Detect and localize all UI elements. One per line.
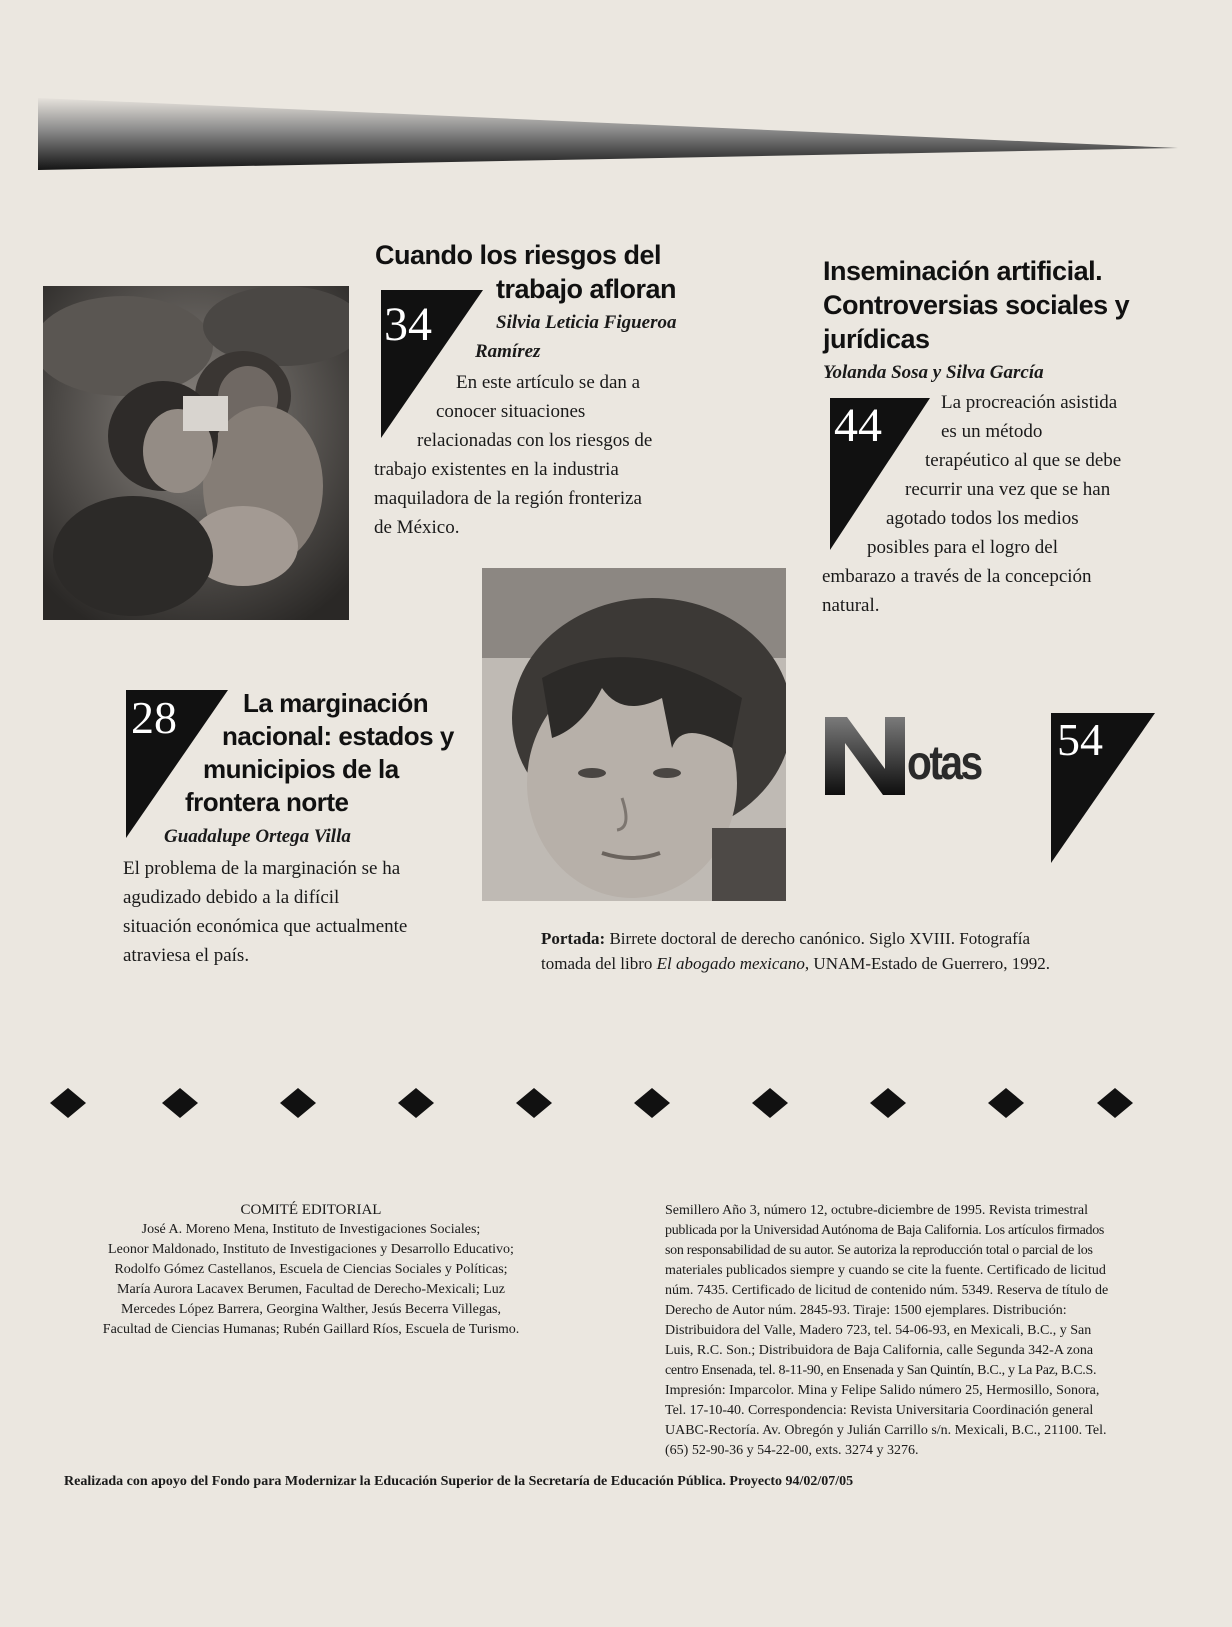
portada-book-title: El abogado mexicano	[656, 954, 805, 973]
comite-heading: COMITÉ EDITORIAL	[240, 1202, 382, 1218]
colophon-line-10: Impresión: Imparcolor. Mina y Felipe Salido número 25, Hermosillo, Sonora,	[665, 1383, 1100, 1398]
comite-editorial	[50, 1200, 572, 1340]
article-44-author: Yolanda Sosa y Silva García	[823, 362, 1044, 383]
article-34-body-6: de México.	[374, 517, 460, 538]
notas-logo-rest: otas	[907, 737, 981, 790]
article-44-title-line2[interactable]: Controversias sociales y	[823, 290, 1130, 320]
article-28-number: 28	[131, 692, 177, 743]
article-44-title-line1[interactable]: Inseminación artificial.	[823, 256, 1103, 286]
article-34-title-line2[interactable]: trabajo afloran	[496, 274, 677, 304]
colophon-line-12: UABC-Rectoría. Av. Obregón y Julián Carrillo s/n. Mexicali, B.C., 21100. Tel.	[665, 1423, 1107, 1438]
comite-line-5: Mercedes López Barrera, Georgina Walther, Jesús Becerra Villegas,	[121, 1302, 501, 1317]
portada-line2-post: , UNAM-Estado de Guerrero, 1992.	[804, 954, 1050, 973]
notas-logo-text	[907, 739, 981, 789]
article-34-title-line1[interactable]: Cuando los riesgos del	[375, 240, 662, 270]
colophon-line-1: Semillero Año 3, número 12, octubre-diciembre de 1995. Revista trimestral	[665, 1203, 1089, 1218]
article-28-body-4: atraviesa el país.	[123, 945, 250, 966]
article-28-title-line1[interactable]: La marginación	[243, 688, 429, 718]
header-wedge-bar	[38, 98, 1178, 170]
article-44-body-7: embarazo a través de la concepción	[822, 566, 1092, 587]
article-28-title-line2[interactable]: nacional: estados y	[222, 721, 454, 751]
colophon-line-2: publicada por la Universidad Autónoma de Baja California. Los artículos firmados	[665, 1223, 1105, 1238]
article-28-body-2: agudizado debido a la difícil	[123, 887, 340, 908]
article-44-body-1: La procreación asistida	[941, 392, 1118, 413]
article-34-author-line2: Ramírez	[475, 341, 541, 362]
article-28-body-1: El problema de la marginación se ha	[123, 858, 401, 879]
colophon-line-6: Derecho de Autor núm. 2845-93. Tiraje: 1500 ejemplares. Distribución:	[665, 1303, 1067, 1318]
article-34-body-1: En este artículo se dan a	[456, 372, 641, 393]
diamond-divider	[40, 1088, 1200, 1118]
article-28-title-line4[interactable]: frontera norte	[185, 787, 349, 817]
article-28-author: Guadalupe Ortega Villa	[164, 826, 351, 847]
notas-logo[interactable]	[825, 717, 1005, 795]
article-28-title-line3[interactable]: municipios de la	[203, 754, 399, 784]
article-44-body-4: recurrir una vez que se han	[905, 479, 1111, 500]
article-34-body-4: trabajo existentes en la industria	[374, 459, 619, 480]
photo-mother-child	[43, 286, 349, 620]
comite-line-6: Facultad de Ciencias Humanas; Rubén Gaillard Ríos, Escuela de Turismo.	[102, 1322, 520, 1337]
colophon-line-5: núm. 7435. Certificado de licitud de contenido núm. 5349. Reserva de título de	[665, 1283, 1109, 1298]
article-44-number: 44	[834, 399, 882, 452]
article-34-number: 34	[384, 298, 432, 351]
colophon-line-13: (65) 52-90-36 y 54-22-00, exts. 3274 y 3276.	[665, 1443, 919, 1458]
portada-line2-pre: tomada del libro	[541, 954, 657, 973]
comite-line-4: María Aurora Lacavex Berumen, Facultad de Derecho-Mexicali; Luz	[117, 1282, 505, 1297]
comite-line-3: Rodolfo Gómez Castellanos, Escuela de Ciencias Sociales y Políticas;	[114, 1262, 508, 1277]
colophon-line-11: Tel. 17-10-40. Correspondencia: Revista Universitaria Coordinación general	[665, 1403, 1094, 1418]
article-34-author-line1: Silvia Leticia Figueroa	[496, 312, 677, 333]
notas-number: 54	[1057, 714, 1103, 765]
portada-label: Portada:	[541, 929, 606, 948]
article-44-title-line3[interactable]: jurídicas	[823, 324, 930, 354]
article-34-body-2: conocer situaciones	[436, 401, 586, 422]
photo-girl-portrait	[482, 568, 786, 901]
colophon-line-7: Distribuidora del Valle, Madero 723, tel. 54-06-93, en Mexicali, B.C., y San	[665, 1323, 1092, 1338]
colophon-line-3: son responsabilidad de su autor. Se autoriza la reproducción total o parcial de los	[665, 1243, 1093, 1258]
colophon-line-4: materiales publicados siempre y cuando se cite la fuente. Certificado de licitud	[665, 1263, 1106, 1278]
article-44-body-8: natural.	[822, 595, 880, 616]
portada-caption	[541, 926, 1050, 976]
comite-line-1: José A. Moreno Mena, Instituto de Investigaciones Sociales;	[141, 1222, 481, 1237]
article-44-body-5: agotado todos los medios	[886, 508, 1079, 529]
footer-credit: Realizada con apoyo del Fondo para Modernizar la Educación Superior de la Secretaría de Educación Pública. Proyecto 94/02/07/05	[64, 1474, 854, 1489]
comite-line-2: Leonor Maldonado, Instituto de Investigaciones y Desarrollo Educativo;	[108, 1242, 514, 1257]
portada-line1: Birrete doctoral de derecho canónico. Siglo XVIII. Fotografía	[609, 929, 1031, 948]
article-34-body-5: maquiladora de la región fronteriza	[374, 488, 642, 509]
article-44-body-2: es un método	[941, 421, 1043, 442]
article-44-body-3: terapéutico al que se debe	[925, 450, 1122, 471]
colophon-line-8: Luis, R.C. Son.; Distribuidora de Baja California, calle Segunda 342-A zona	[665, 1343, 1094, 1358]
colophon	[665, 1201, 1193, 1461]
article-44-body-6: posibles para el logro del	[867, 537, 1059, 558]
article-28-body-3: situación económica que actualmente	[123, 916, 408, 937]
article-34-body-3: relacionadas con los riesgos de	[417, 430, 653, 451]
colophon-line-9: centro Ensenada, tel. 8-11-90, en Ensenada y San Quintín, B.C., y La Paz, B.C.S.	[665, 1363, 1097, 1378]
